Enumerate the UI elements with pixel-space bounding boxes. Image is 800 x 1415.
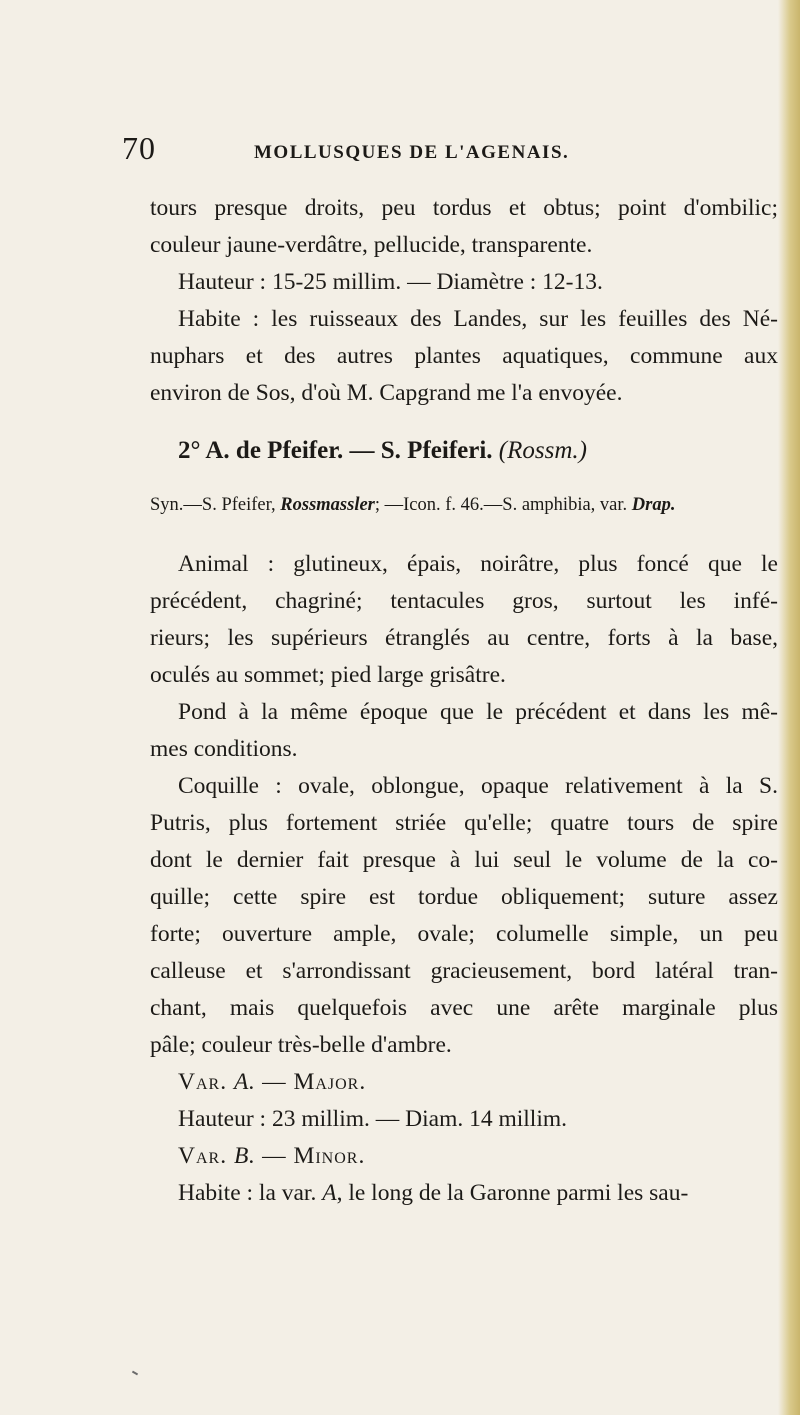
text-line: Putris, plus fortement striée qu'elle; quatre tours de spire	[150, 810, 778, 836]
page-body	[150, 190, 778, 1212]
habitat-line	[150, 1175, 778, 1212]
species-heading	[150, 432, 778, 469]
text-line: quille; cette spire est tordue obliquement; suture assez	[150, 884, 778, 910]
text-line: Hauteur : 15-25 millim. — Diamètre : 12-13.	[178, 269, 603, 295]
text-line: pâle; couleur très-belle d'ambre.	[150, 1032, 452, 1058]
text-line: forte; ouverture ample, ovale; columelle simple, un peu	[150, 921, 778, 947]
synonymy-author: Drap.	[631, 495, 676, 515]
text-line: Coquille : ovale, oblongue, opaque relativement à la S.	[178, 773, 778, 799]
species-heading-text: 2° A. de Pfeifer. — S. Pfeiferi.	[178, 437, 493, 464]
text-line: Hauteur : 23 millim. — Diam. 14 millim.	[178, 1106, 568, 1132]
variety-letter: B	[233, 1143, 249, 1169]
text-line: tours presque droits, peu tordus et obtus; point d'ombilic;	[150, 195, 778, 221]
variety-name: . — Major.	[248, 1069, 367, 1095]
variety-label: Var.	[178, 1069, 234, 1095]
text-line: nuphars et des autres plantes aquatiques, commune aux	[150, 343, 778, 369]
text-line: oculés au sommet; pied large grisâtre.	[150, 662, 506, 688]
variety-name: . — Minor.	[248, 1143, 366, 1169]
text-line: calleuse et s'arrondissant gracieusement, bord latéral tran-	[150, 958, 778, 984]
text-line: dont le dernier fait presque à lui seul le volume de la co-	[150, 847, 778, 873]
synonymy-mid: ; —Icon. f. 46.—S. amphibia, var.	[374, 495, 632, 515]
variety-b-line	[150, 1138, 778, 1175]
synonymy-line	[150, 487, 778, 524]
habitat-end: , le long de la Garonne parmi les sau-	[336, 1180, 689, 1206]
text-line: chant, mais quelquefois avec une arête marginale plus	[150, 995, 778, 1021]
habitat-start: Habite : la var.	[178, 1180, 323, 1206]
page-number: 70	[122, 130, 156, 166]
text-line: précédent, chagriné; tentacules gros, surtout les infé-	[150, 588, 778, 614]
synonymy-author: Rossmassler	[280, 495, 375, 515]
variety-a-line	[150, 1064, 778, 1101]
synonymy-start: Syn.—S. Pfeifer,	[150, 495, 281, 515]
text-line: Animal : glutineux, épais, noirâtre, plus foncé que le	[178, 551, 778, 577]
text-line: rieurs; les supérieurs étranglés au centre, forts à la base,	[150, 625, 778, 651]
print-speck	[132, 1371, 138, 1376]
page-header	[122, 130, 762, 174]
text-line: Habite : les ruisseaux des Landes, sur les feuilles des Né-	[178, 306, 778, 332]
text-line: Pond à la même époque que le précédent et dans les mê-	[178, 699, 778, 725]
variety-label: Var.	[178, 1143, 234, 1169]
running-title: MOLLUSQUES DE L'AGENAIS.	[254, 142, 570, 163]
species-heading-author: (Rossm.)	[498, 437, 587, 464]
text-line: mes conditions.	[150, 736, 298, 762]
text-line: environ de Sos, d'où M. Capgrand me l'a envoyée.	[150, 380, 623, 406]
habitat-letter: A	[322, 1180, 337, 1206]
variety-letter: A	[233, 1069, 249, 1095]
text-line: couleur jaune-verdâtre, pellucide, transparente.	[150, 232, 593, 258]
